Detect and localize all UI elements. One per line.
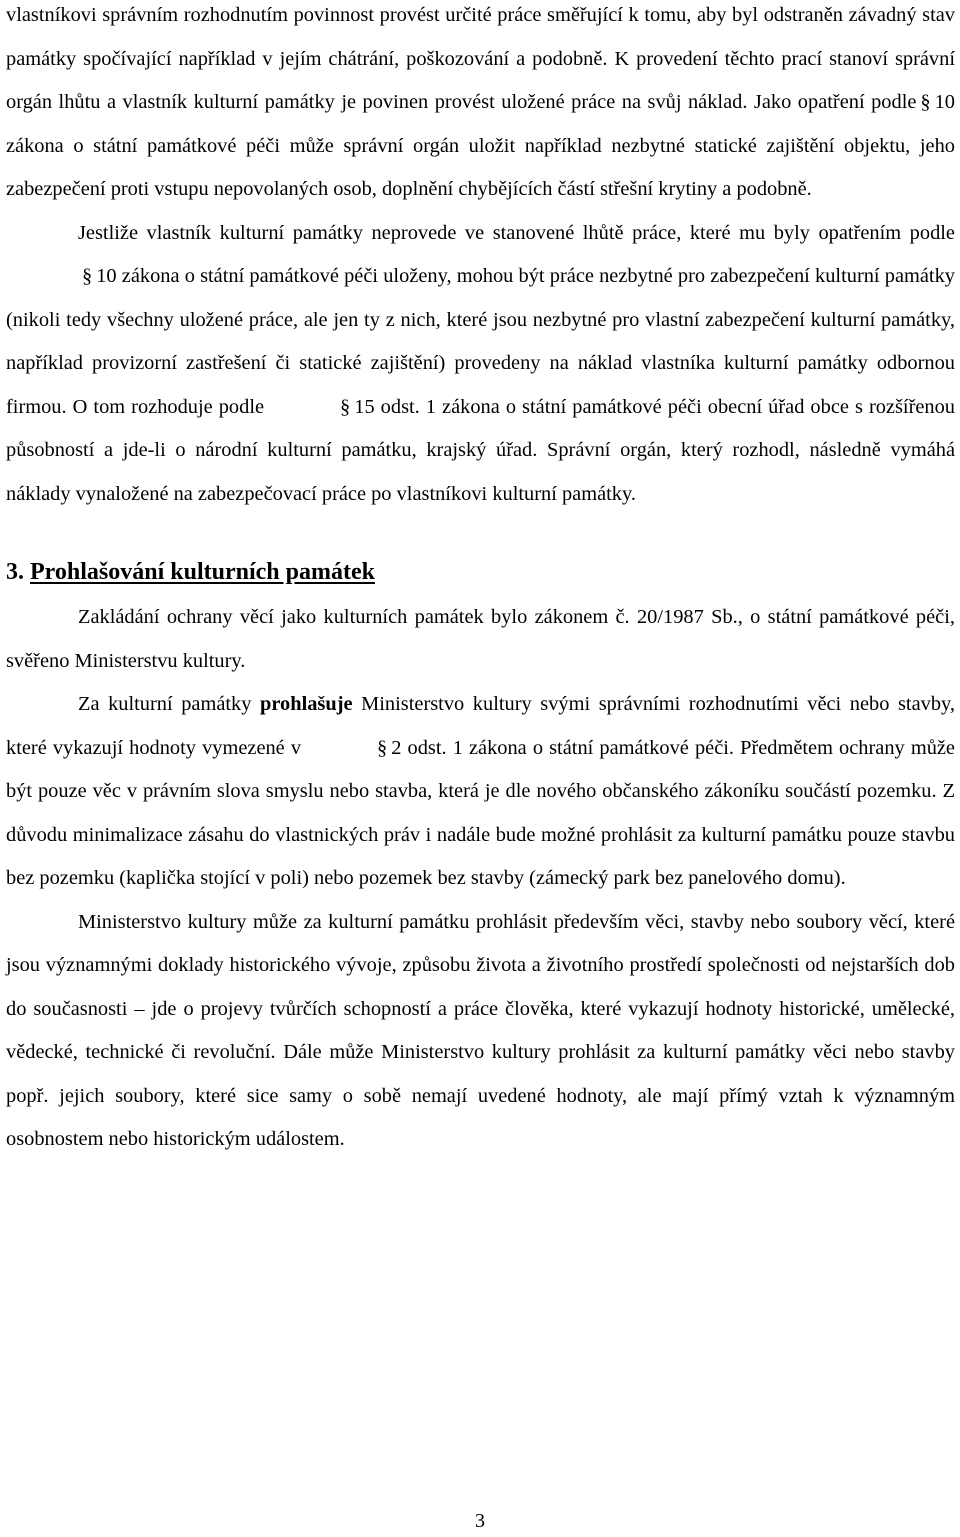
paragraph-5 (6, 901, 955, 1162)
paragraph-3-text: Zakládání ochrany věcí jako kulturních památek bylo zákonem č. 20/1987 Sb., o státní památkové péči, svěřeno Ministerstvu kultury. (6, 606, 955, 672)
paragraph-4 (6, 683, 955, 901)
document-page (6, 0, 955, 1162)
paragraph-1 (6, 0, 955, 212)
paragraph-5-text: Ministerstvo kultury může za kulturní památku prohlásit především věci, stavby nebo soubory věcí, které jsou významnými doklady historického vývoje, způsobu života a životního prostředí společnosti od nejstarších dob do současnosti – jde o projevy tvůrčích schopností a práce člověka, které vykazují hodnoty historické, umělecké, vědecké, technické či revoluční. Dále může Ministerstvo kultury prohlásit za kulturní památky věci nebo stavby popř. jejich soubory, které sice samy o sobě nemají uvedené hodnoty, ale mají přímý vztah k významným osobnostem nebo historickým událostem. (6, 910, 955, 1150)
paragraph-4-bold-text: prohlašuje (260, 693, 353, 715)
section-symbol: § (82, 265, 93, 287)
page-number: 3 (475, 1510, 485, 1532)
section-symbol: § (377, 736, 388, 759)
paragraph-2-text-b: 10 zákona o státní památkové péči uloženy, mohou být práce nezbytné pro zabezpečení kulturní památky (nikoli tedy všechny uložené práce, ale jen ty z nich, které jsou nezbytné pro vlastní zabezpečení kulturní památky, například provizorní zastřešení či statické zajištění) provedeny na náklad vlastníka kulturní památky odbornou firmou. O tom rozhoduje podle (6, 265, 955, 418)
paragraph-4-text-c: 2 odst. 1 zákona o státní památkové péči. Předmětem ochrany může být pouze věc v právním slova smyslu nebo stavba, která je dle nového občanského zákoníku součástí pozemku. Z důvodu minimalizace zásahu do vlastnických práv i nadále bude možné prohlásit za kulturní památku pouze stavbu bez pozemku (kaplička stojící v poli) nebo pozemek bez stavby (zámecký park bez panelového domu). (6, 736, 955, 889)
section-heading-title: Prohlašování kulturních památek (30, 559, 375, 585)
section-heading-number: 3. (6, 559, 24, 585)
section-symbol: § (340, 395, 351, 418)
section-symbol: § (920, 91, 931, 113)
section-heading (6, 552, 955, 592)
paragraph-2 (6, 212, 955, 517)
paragraph-1-text-b: 10 zákona o státní památkové péči může správní orgán uložit například nezbytné statické zajištění objektu, jeho zabezpečení proti vstupu nepovolaných osob, doplnění chybějících částí střešní krytiny a podobně. (6, 91, 955, 200)
paragraph-4-text-a: Za kulturní památky (78, 693, 252, 715)
paragraph-3 (6, 596, 955, 683)
paragraph-2-text-c: 15 odst. 1 zákona o státní památkové péči obecní úřad obce s rozšířenou působností a jde-li o národní kulturní památku, krajský úřad. Správní orgán, který rozhodl, následně vymáhá náklady vynaložené na zabezpečovací práce po vlastníkovi kulturní památky. (6, 395, 956, 505)
paragraph-1-text-a: vlastníkovi správním rozhodnutím povinnost provést určité práce směřující k tomu, aby byl odstraněn závadný stav památky spočívající například v jejím chátrání, poškozování a podobně. K provedení těchto prací stanoví správní orgán lhůtu a vlastník kulturní památky je povinen provést uložené práce na svůj náklad. Jako opatření podle (6, 4, 955, 113)
paragraph-4-text-b: Ministerstvo kultury svými správními rozhodnutími věci nebo stavby, které vykazují hodnoty vymezené v (6, 693, 955, 759)
paragraph-2-text-a: Jestliže vlastník kulturní památky neprovede ve stanovené lhůtě práce, které mu byly opatřením podle (78, 221, 955, 244)
